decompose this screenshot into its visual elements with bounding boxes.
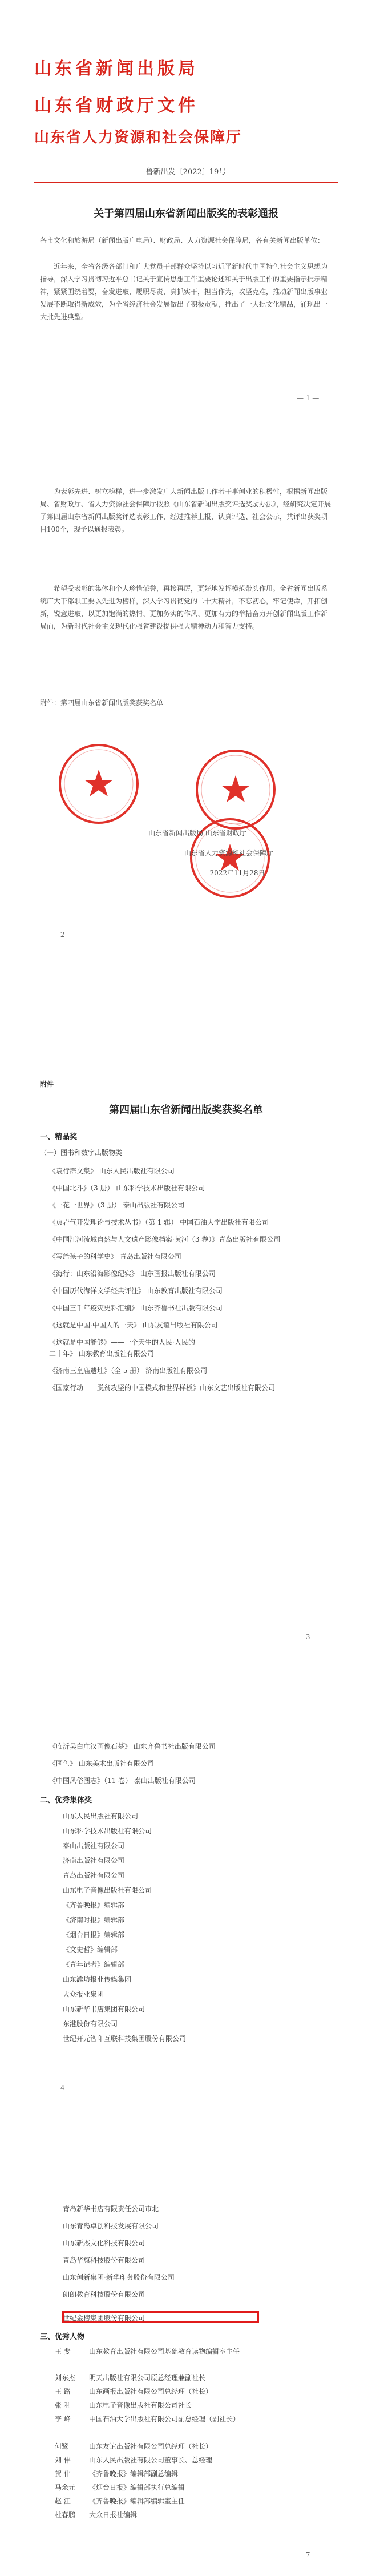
list-item: 青岛出版社有限公司	[63, 1871, 125, 1879]
award-list-title: 第四届山东省新闻出版奖获奖名单	[109, 1104, 263, 1116]
seal-press-bureau	[57, 742, 140, 826]
list-item: 山东新杰文化科技有限公司	[63, 2239, 145, 2247]
list-item: 东港股份有限公司	[63, 2020, 118, 2028]
person-name: 杜春鹏	[55, 2511, 76, 2519]
person-role: 《齐鲁晚报》编辑部副总编辑	[89, 2470, 179, 2478]
list-item: 《中国三千年疫灾史料汇编》 山东齐鲁书社出版有限公司	[49, 1304, 223, 1312]
person-role: 山东人民出版社有限公司董事长、总经理	[89, 2456, 213, 2464]
page-number-2: — 2 —	[51, 931, 74, 939]
header-line-1: 山东省新闻出版局	[34, 59, 199, 79]
list-item: 《青年记者》编辑部	[63, 1961, 125, 1969]
attachment-note: 附件：第四届山东省新闻出版奖获奖名单	[40, 699, 164, 707]
list-item	[55, 2373, 205, 2382]
person-name: 贺 伟	[55, 2470, 71, 2478]
page-4	[0, 1684, 372, 2170]
section-1-heading: 一、精品奖	[40, 1133, 78, 1141]
person-role: 山东友谊出版社有限公司总经理（社长）	[89, 2442, 213, 2450]
notice-paragraph-3: 希望受表彰的集体和个人珍惜荣誉，再接再厉，更好地发挥模范带头作用。全省新闻出版系统广大干部职工要以先进为榜样，深入学习贯彻党的二十大精神，不忘初心，牢记使命，开拓创新，锐意进取，以更加饱满的热情、更加务实的作风、更加有力的举措奋力开创新闻出版工作新局面，为新时代社会主义现代化强省建设提供强大精神动力和智力支持。	[40, 585, 328, 630]
person-name: 李 峰	[55, 2415, 71, 2423]
header-line-3: 山东省人力资源和社会保障厅	[34, 129, 242, 146]
signatory-hr: 山东省人力资源和社会保障厅	[184, 849, 273, 857]
list-item: 山东人民出版社有限公司	[63, 1812, 139, 1820]
list-item	[55, 2455, 212, 2465]
list-item: 泰山出版社有限公司	[63, 1842, 125, 1850]
list-item: 大众报业集团	[63, 1990, 104, 1998]
list-item: 《国色》 山东美术出版社有限公司	[49, 1760, 154, 1768]
list-item	[55, 2482, 185, 2492]
document-number: 鲁新出发〔2022〕19号	[145, 168, 227, 176]
person-name: 王 斐	[55, 2348, 71, 2356]
section-1-subheading: （一）图书和数字出版物类	[40, 1149, 123, 1157]
list-item: 朗朗教育科技股份有限公司	[63, 2291, 145, 2299]
person-role: 明天出版社有限公司原总经理兼副社长	[89, 2374, 206, 2382]
list-item	[55, 2346, 240, 2356]
notice-title: 关于第四届山东省新闻出版奖的表彰通报	[94, 208, 278, 220]
list-item	[55, 2400, 192, 2410]
list-item	[55, 2469, 178, 2478]
highlight-box	[62, 2311, 259, 2323]
list-item-highlighted: 世纪金榜集团股份有限公司	[63, 2314, 145, 2322]
page-number-4: — 4 —	[51, 2084, 74, 2092]
list-item: 《国家行动——脱贫攻坚的中国模式和世界样板》山东文艺出版社有限公司	[49, 1384, 276, 1392]
list-item: 山东科学技术出版社有限公司	[63, 1827, 152, 1835]
list-item: 《写给孩子的科学史》 青岛出版社有限公司	[49, 1253, 181, 1261]
page-number-3: — 3 —	[297, 1633, 320, 1641]
salutation: 各市文化和旅游局（新闻出版广电局）、财政局、人力资源社会保障局，各有关新闻出版单位：	[40, 236, 325, 244]
list-item: 《中国江河流域自然与人文遗产影像档案·黄河（3 卷）》青岛出版社有限公司	[49, 1235, 281, 1243]
list-item: 《这就是中国·中国人的一天》 山东友谊出版社有限公司	[49, 1321, 218, 1329]
list-item: 《中国风俗图志》（11 卷） 泰山出版社有限公司	[49, 1777, 196, 1785]
list-item: 《济南时报》编辑部	[63, 1916, 125, 1924]
person-name: 张 利	[55, 2401, 71, 2409]
list-item: 世纪开元智印互联科技集团股份有限公司	[63, 2035, 187, 2043]
notice-paragraph-2: 为表彰先进、树立榜样，进一步激发广大新闻出版工作者干事创业的积极性，根据新闻出版局、省财政厅、省人力资源社会保障厅按照《山东省新闻出版奖评选奖励办法》，经研究决定开展了第四届山东省新闻出版奖评选表彰工作，经过推荐上报，认真评选、社会公示，共评出获奖项目100个，现予以通报表彰。	[40, 488, 331, 533]
page-3	[0, 1056, 372, 1684]
person-name: 赵 江	[55, 2497, 71, 2505]
list-item	[55, 2386, 212, 2396]
section-3-heading: 三、优秀人物	[40, 2333, 85, 2341]
page-number-5: — 7 —	[297, 2551, 320, 2559]
list-item: 《海行：山东沿海影像纪实》 山东画报出版社有限公司	[49, 1270, 216, 1278]
list-item	[55, 2510, 137, 2519]
list-item: 山东电子音像出版社有限公司	[63, 1886, 152, 1894]
list-item: 济南出版社有限公司	[63, 1857, 125, 1865]
page-5	[0, 2170, 372, 2576]
page-2	[0, 428, 372, 1056]
list-item	[55, 2441, 212, 2451]
list-item: 青岛新华书店有限责任公司市北	[63, 2205, 159, 2213]
person-name: 何鹭	[55, 2442, 69, 2450]
list-item: 二十年》 山东教育出版社有限公司	[49, 1350, 154, 1358]
list-item: 山东新华书店集团有限公司	[63, 2005, 145, 2013]
list-item	[55, 2496, 185, 2506]
person-role: 大众日报社编辑	[89, 2511, 138, 2519]
person-name: 马余元	[55, 2484, 76, 2492]
list-item: 《烟台日报》编辑部	[63, 1931, 125, 1939]
signatories: 山东省新闻出版局 山东省财政厅	[148, 829, 246, 837]
person-role: 山东电子音像出版社有限公司社长	[89, 2401, 192, 2409]
person-name: 刘 伟	[55, 2456, 71, 2464]
list-item: 《一花一世界》（3 册） 泰山出版社有限公司	[49, 1201, 185, 1209]
person-role: 中国石油大学出版社有限公司副总经理（副社长）	[89, 2415, 240, 2423]
list-item: 《页岩气开发理论与技术丛书》（第 1 辑） 中国石油大学出版社有限公司	[49, 1218, 269, 1226]
person-name: 王 路	[55, 2388, 71, 2396]
list-item: 《中国历代海洋文学经典评注》 山东教育出版社有限公司	[49, 1287, 223, 1295]
list-item: 《临沂吴白庄汉画像石墓》 山东齐鲁书社出版有限公司	[49, 1742, 216, 1750]
page-1	[0, 0, 372, 428]
section-2-heading: 二、优秀集体奖	[40, 1796, 92, 1805]
header-line-2: 山东省财政厅文件	[34, 96, 199, 116]
list-item: 山东创新集团·新华印务股份有限公司	[63, 2273, 175, 2281]
list-item: 《文史哲》编辑部	[63, 1946, 118, 1954]
red-divider	[34, 182, 338, 183]
list-item: 《袁行霈文集》 山东人民出版社有限公司	[49, 1167, 175, 1175]
list-item: 《济南三皇庙遗址》（全 5 册） 济南出版社有限公司	[49, 1367, 208, 1375]
person-role: 《烟台日报》编辑部执行总编辑	[89, 2484, 185, 2492]
list-item: 山东潍坊报业传媒集团	[63, 1975, 132, 1983]
list-item: 《这就是中国能够》——一个天生的人民·人民的	[49, 1338, 195, 1346]
list-item	[55, 2414, 240, 2424]
person-role: 山东画报出版社有限公司总经理（社长）	[89, 2388, 213, 2396]
person-role: 《齐鲁晚报》编辑部编辑室主任	[89, 2497, 185, 2505]
list-item: 《中国北斗》（3 册） 山东科学技术出版社有限公司	[49, 1184, 205, 1192]
person-role: 山东教育出版社有限公司基础教育读物编辑室主任	[89, 2348, 240, 2356]
page-number-1: — 1 —	[297, 394, 320, 402]
list-item: 《齐鲁晚报》编辑部	[63, 1901, 125, 1909]
list-item: 山东青岛卓创科技发展有限公司	[63, 2222, 159, 2230]
issue-date: 2022年11月28日	[209, 869, 265, 877]
attachment-label: 附件	[40, 1080, 54, 1088]
person-name: 刘东杰	[55, 2374, 76, 2382]
notice-paragraph-1: 近年来，全省各级各部门和广大党员干部群众坚持以习近平新时代中国特色社会主义思想为指导，深入学习贯彻习近平总书记关于宣传思想工作重要论述和关于出版工作的重要指示批示精神，紧紧围绕着要，奋发进取，履职尽责，真抓实干，担当作为，攻坚克难，推动新闻出版事业发展不断取得新成效，为全省经济社会发展做出了积极贡献，推出了一大批文化精品，涌现出一大批先进典型。	[40, 263, 328, 321]
list-item: 青岛华旗科技股份有限公司	[63, 2256, 145, 2264]
